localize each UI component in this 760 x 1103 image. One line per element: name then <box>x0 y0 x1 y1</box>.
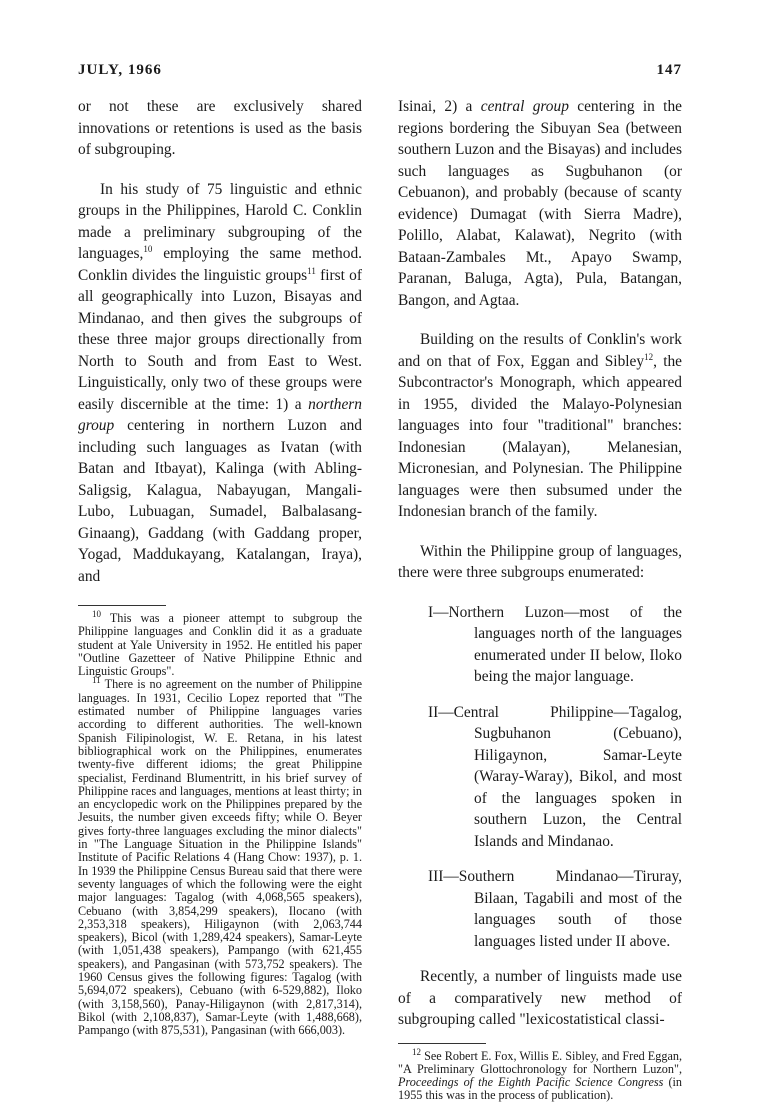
emphasis: northern group <box>78 395 362 434</box>
paragraph-building <box>398 329 682 523</box>
text-span: , the Subcontractor's Monograph, which appeared in 1955, divided the Malayo-Polynesian languages into four "traditional" branches: Indonesian (Malayan), Melanesian, Micronesian, and Polynesian. The Philippine languages were then subsumed under the Indonesian branch of the family. <box>398 352 682 520</box>
left-column <box>78 96 362 1038</box>
emphasis: central group <box>480 98 569 115</box>
footnote-ref-12: 12 <box>644 351 654 362</box>
page-number: 147 <box>656 62 682 78</box>
footnote-number: 11 <box>92 675 101 686</box>
footnote-10 <box>78 608 362 679</box>
footnote-text: There is no agreement on the number of Philippine languages. In 1931, Cecilio Lopez reported that "The estimated number of Philippine languages varies according to different authorities. The well-known Spanish Filipinologist, W. E. Retana, in his latest bibliographical work on the Philippines, enumerates twenty-five different idioms; the great Philippine specialist, Ferdinand Blumentritt, in his brief survey of Philippine races and languages, mentions at least thirty; in an encyclopedic work on the Philippines prepared by the Jesuits, the number given exceeds fifty; while O. Beyer gives forty-three languages excluding the minor dialects" in "The Language Situation in the Philippine Islands" Institute of Pacific Relations 4 (Hang Chow: 1937), p. 1. In 1939 the Philippine Census Bureau said that there were seventy languages of which the following were the eight major languages: Tagalog (with 4,068,565 speakers), Cebuano (with 3,854,299 speakers), Ilocano (with 2,353,318 speakers), Hiligaynon (with 2,063,744 speakers), Bicol (with 1,289,424 speakers), Samar-Leyte (with 1,051,438 speakers), Pampango (with 621,455 speakers), and Pangasinan (with 573,752 speakers). The 1960 Census gives the following figures: Tagalog (with 5,694,072 speakers), Cebuano (with 6-529,882), Iloko (with 3,158,560), Panay-Hiligaynon (with 2,817,314), Bikol (with 2,108,837), Samar-Leyte (with 1,488,668), Pampango (with 875,531), Pangasinan (with 666,003). <box>78 677 362 1038</box>
list-item: III—Southern Mindanao—Tiruray, Bilaan, Tagabili and most of the languages south of those languages listed under II above. <box>428 868 682 950</box>
footnote-number: 10 <box>92 608 101 619</box>
text-span: Isinai, 2) a <box>398 98 481 115</box>
text-span: Building on the results of Conklin's work and on that of Fox, Eggan and Sibley <box>398 331 682 370</box>
text-span: employing the same method. Conklin divides the linguistic groups <box>78 245 362 284</box>
list-item: II—Central Philippine—Tagalog, Sugbuhanon (Cebuano), Hiligaynon, Samar-Leyte (Waray-Waray), Bikol, and most of the languages spoken in southern Luzon, the Central Islands and Mindanao. <box>428 703 682 850</box>
paragraph-recently: Recently, a number of linguists made use of a comparatively new method of subgrouping called "lexicostatistical classi- <box>398 968 682 1028</box>
emphasis: Proceedings of the Eighth Pacific Science Congress <box>398 1075 664 1090</box>
footnote-ref-10: 10 <box>143 243 153 254</box>
text-span: In his study of 75 linguistic and ethnic groups in the Philippines, Harold C. Conklin made a preliminary subgrouping of the languages, <box>78 180 362 262</box>
text-span: first of all geographically into Luzon, Bisayas and Mindanao, and then gives the subgroups of these three major groups directionally from North to South and from East to West. Linguistically, only two of these groups were easily discernible at the time: 1) a <box>78 266 362 413</box>
running-header <box>78 62 682 79</box>
paragraph-subgroups: Within the Philippine group of languages, there were three subgroups enumerated: <box>398 542 682 581</box>
footnote-number: 12 <box>412 1046 421 1057</box>
footnote-text: This was a pioneer attempt to subgroup the Philippine languages and Conklin did it as a graduate student at Yale University in 1952. He entitled his paper "Outline Gazetteer of Native Philippine Ethnic and Linguistic Groups". <box>78 611 362 679</box>
list-item: I—Northern Luzon—most of the languages north of the languages enumerated under II below, Iloko being the major language. <box>428 603 682 685</box>
footnote-text: (in 1955 this was in the process of publication). <box>398 1075 682 1103</box>
paragraph-central-group <box>398 96 682 311</box>
footnote-11 <box>78 675 362 1038</box>
text-span: centering in northern Luzon and including such languages as Ivatan (with Batan and Itbayat), Kalinga (with Abling-Saligsig, Kalagua, Nabayugan, Mangali-Lubo, Lubuagan, Sumadel, Balbalasang-Ginaang), Gaddang (with Gaddang proper, Yogad, Maddukayang, Katalangan, Iraya), and <box>78 417 362 585</box>
issue-date: JULY, 1966 <box>78 62 162 78</box>
right-column <box>398 96 682 1103</box>
paragraph-continued: or not these are exclusively shared innovations or retentions is used as the basis of subgrouping. <box>78 98 362 158</box>
footnote-ref-11: 11 <box>307 265 316 276</box>
footnote-text: See Robert E. Fox, Willis E. Sibley, and Fred Eggan, "A Preliminary Glottochronology for Northern Luzon", <box>398 1048 682 1076</box>
footnote-rule <box>78 605 166 606</box>
text-span: centering in the regions bordering the Sibuyan Sea (between southern Luzon and the Bisayas) and includes such languages as Sugbuhanon (or Cebuanon), and probably (because of scanty evidence) Dumagat (with Sierra Madre), Polillo, Alabat, Kalawat), Negrito (with Bataan-Zambales Mt., Apayo Swamp, Paranan, Baluga, Agta), Pula, Batangan, Bangon, and Agtaa. <box>398 98 682 309</box>
footnote-12 <box>398 1046 682 1103</box>
footnote-rule <box>398 1043 486 1044</box>
paragraph-conklin <box>78 179 362 588</box>
